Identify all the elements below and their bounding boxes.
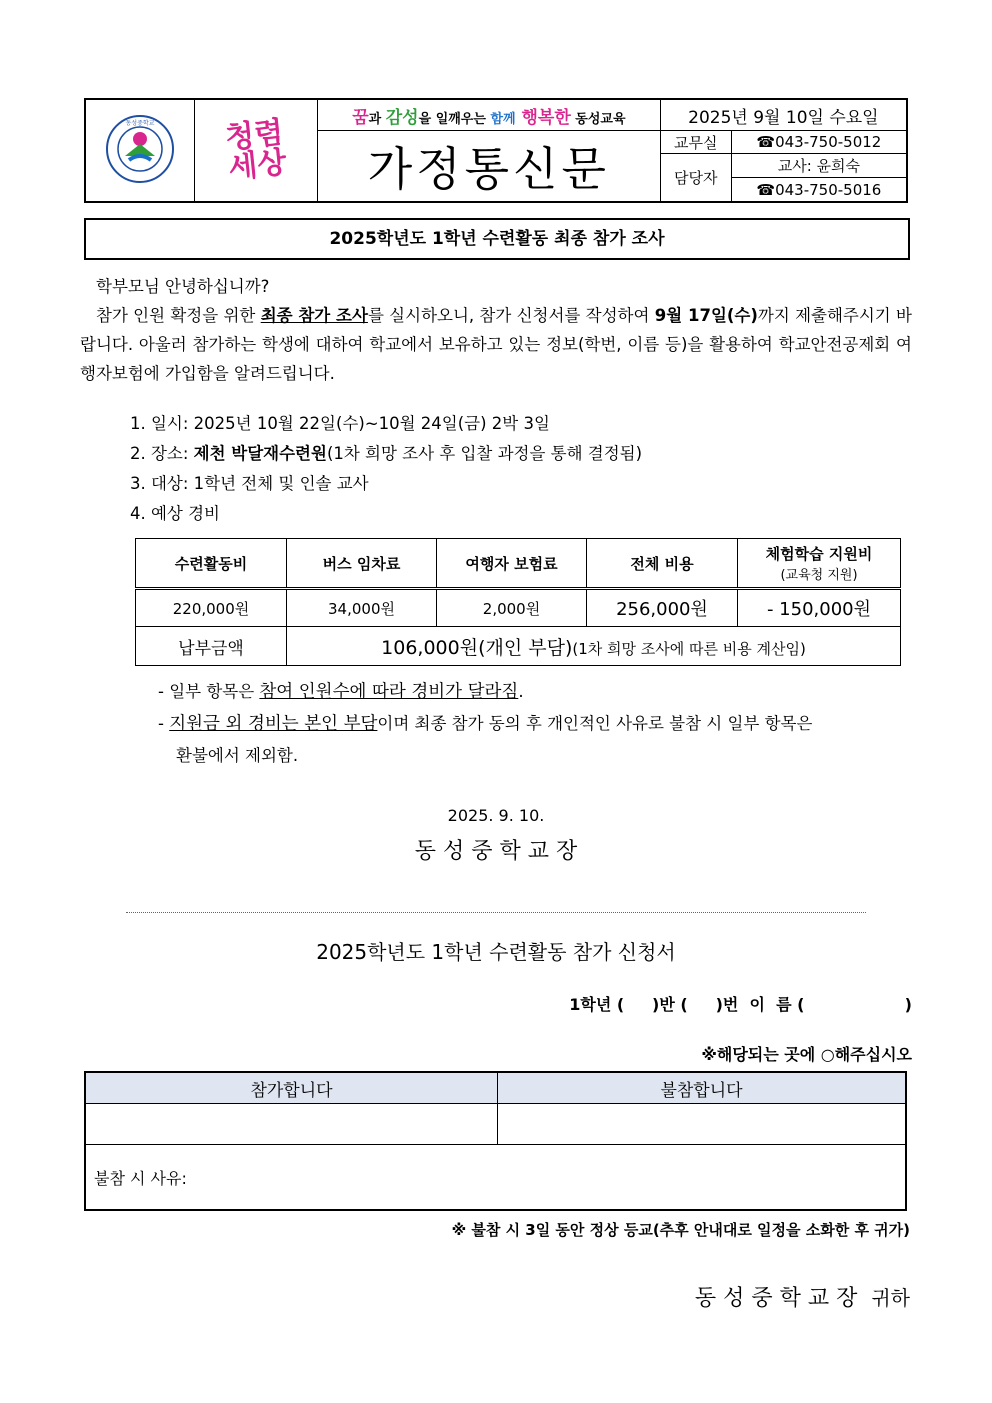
school-logo-cell [85, 99, 195, 202]
addressee: 동 성 중 학 교 장 귀하 [694, 1286, 910, 1311]
footnote: ※ 불참 시 3일 동안 정상 등교(추후 안내대로 일정을 소화한 후 귀가) [451, 1221, 910, 1239]
contact-cell [660, 131, 907, 203]
instruction: ※해당되는 곳에 ○해주십시오 [701, 1045, 912, 1064]
col-join-header: 참가합니다 [85, 1072, 498, 1104]
join-check-cell[interactable] [85, 1104, 498, 1145]
note-2-cont: 환불에서 제외함. [176, 746, 299, 765]
list-item-date: 1. 일시: 2025년 10월 22일(수)~10월 24일(금) 2박 3일 [130, 414, 550, 433]
cost-cell: 2,000원 [437, 589, 587, 627]
office-label: 교무실 [661, 131, 732, 154]
cost-header: 전체 비용 [587, 539, 738, 589]
greeting: 학부모님 안녕하십니까? [96, 277, 270, 296]
note-2: - 지원금 외 경비는 본인 부담이며 최종 참가 동의 후 개인적인 사유로 불참 시 일부 항목은 [158, 714, 813, 734]
cost-header-sub: (교육청 지원) [780, 568, 858, 583]
reason-label: 불참 시 사유: [94, 1168, 187, 1188]
office-phone: ☎043-750-5012 [731, 131, 906, 154]
detail-list [130, 409, 642, 529]
note-1: - 일부 항목은 참여 인원수에 따라 경비가 달라짐. [158, 682, 524, 702]
page-title: 가정통신문 [318, 131, 661, 203]
absence-reason-field[interactable] [85, 1145, 906, 1211]
header-table [84, 98, 908, 203]
cost-header: 여행자 보험료 [437, 539, 587, 589]
application-table [84, 1071, 907, 1211]
list-item-cost: 4. 예상 경비 [130, 504, 220, 523]
notes [158, 676, 912, 771]
teacher-name: 교사: 윤희숙 [731, 154, 906, 178]
col-absent-header: 불참합니다 [498, 1072, 907, 1104]
cost-cell: 256,000원 [587, 589, 738, 627]
application-title: 2025학년도 1학년 수련활동 참가 신청서 [316, 940, 676, 964]
student-info-line: 1학년 ( )반 ( )번 이 름 ( ) [569, 995, 912, 1014]
sign-date: 2025. 9. 10. [447, 806, 545, 825]
contact-label: 담당자 [661, 154, 732, 202]
cost-table [135, 538, 901, 666]
brand-logo: 청렴세상 [223, 114, 289, 186]
cost-cell: 220,000원 [136, 589, 287, 627]
teacher-phone: ☎043-750-5016 [756, 180, 882, 199]
intro-body: 참가 인원 확정을 위한 최종 참가 조사를 실시하오니, 참가 신청서를 작성하여 9월 17일(수)까지 제출해주시기 바랍니다. 아울러 참가하는 학생에 대하여 학교에서 보유하고 있는 정보(학번, 이름 등)을 활용하여 학교안전공제회 여행자보험에 가입함을 알려드립니다. [80, 306, 912, 383]
cost-cell: - 150,000원 [738, 589, 901, 627]
sign-principal: 동 성 중 학 교 장 [414, 839, 578, 864]
list-item-target: 3. 대상: 1학년 전체 및 인솔 교사 [130, 474, 369, 493]
total-label: 납부금액 [136, 627, 287, 666]
absent-check-cell[interactable] [498, 1104, 907, 1145]
list-item-place: 2. 장소: 제천 박달재수련원(1차 희망 조사 후 입찰 과정을 통해 결정됨) [130, 444, 643, 463]
emblem-text: 동성중학교 [125, 119, 155, 127]
intro-paragraph [80, 272, 912, 388]
slogan: 꿈과 감성을 일깨우는 함께 행복한 동성교육 [318, 99, 661, 131]
cost-header: 수련활동비 [136, 539, 287, 589]
cost-header: 체험학습 지원비 (교육청 지원) [738, 539, 901, 589]
issue-date: 2025년 9월 10일 수요일 [660, 99, 907, 131]
cut-line [126, 912, 866, 913]
school-emblem-icon [105, 114, 175, 184]
brand-cell [195, 99, 318, 202]
notice-title: 2025학년도 1학년 수련활동 최종 참가 조사 [84, 218, 910, 260]
total-value-cell: 106,000원(개인 부담)(1차 희망 조사에 따른 비용 계산임) [287, 627, 901, 666]
cost-cell: 34,000원 [287, 589, 437, 627]
cost-header: 버스 임차료 [287, 539, 437, 589]
